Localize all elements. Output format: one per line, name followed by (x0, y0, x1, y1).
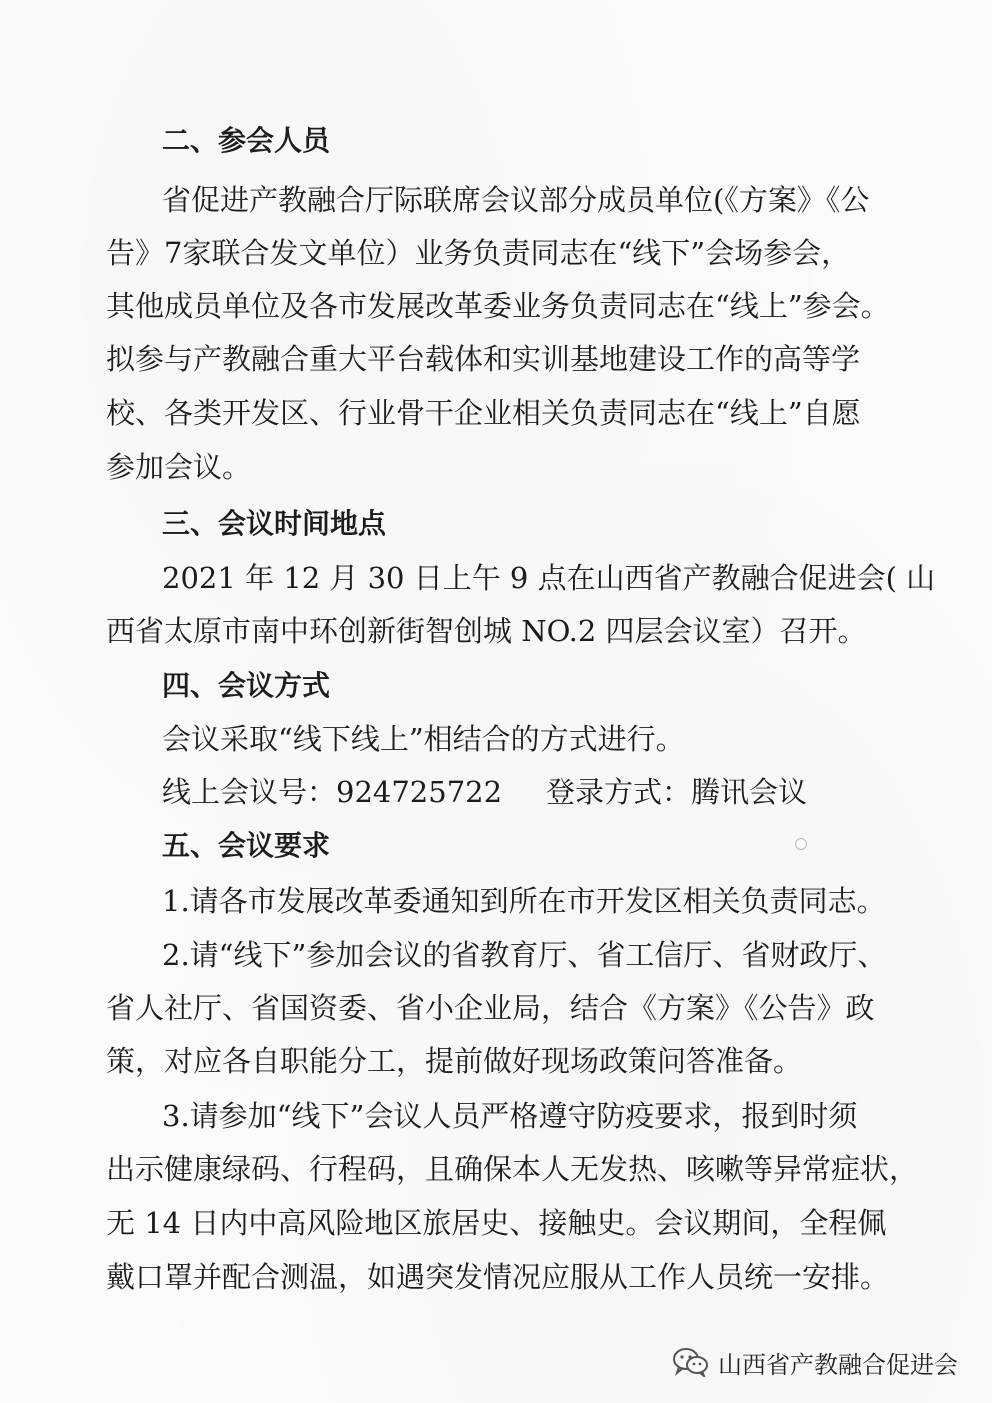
paragraph-line: 会议采取“线下线上”相结合的方式进行。 (162, 722, 685, 756)
section-heading-meeting-method: 四、会议方式 (162, 669, 331, 702)
login-method: 登录方式：腾讯会议 (546, 775, 808, 809)
paragraph-line: 无 14 日内中高风险地区旅居史、接触史。会议期间，全程佩 (106, 1206, 887, 1240)
paragraph-line: 策，对应各自职能分工，提前做好现场政策问答准备。 (106, 1044, 803, 1078)
paragraph-line: 参加会议。 (106, 450, 252, 484)
paragraph-line: 戴口罩并配合测温，如遇突发情况应服从工作人员统一安排。 (106, 1260, 890, 1294)
section-heading-attendees: 二、参会人员 (162, 124, 331, 157)
paragraph-line: 2.请“线下”参加会议的省教育厅、省工信厅、省财政厅、 (162, 938, 887, 972)
paragraph-line: 2021 年 12 月 30 日上午 9 点在山西省产教融合促进会( 山 (162, 561, 936, 595)
paragraph-line: 告》7家联合发文单位）业务负责同志在“线下”会场参会， (106, 236, 851, 270)
paragraph-line: 拟参与产教融合重大平台载体和实训基地建设工作的高等学 (106, 342, 861, 376)
paragraph-line: 省促进产教融合厅际联席会议部分成员单位(《方案》《公 (162, 183, 870, 217)
paragraph-line: 省人社厅、省国资委、省小企业局，结合《方案》《公告》政 (106, 991, 875, 1025)
paragraph-line: 校、各类开发区、行业骨干企业相关负责同志在“线上”自愿 (106, 396, 861, 430)
section-heading-time-place: 三、会议时间地点 (162, 507, 387, 540)
paragraph-line: 出示健康绿码、行程码，且确保本人无发热、咳嗽等异常症状， (106, 1152, 919, 1186)
requirement-item-1: 1.请各市发展改革委通知到所在市开发区相关负责同志。 (162, 884, 886, 918)
paragraph-line: 西省太原市南中环创新街智创城 NO.2 四层会议室）召开。 (106, 614, 867, 648)
wechat-icon (672, 1347, 710, 1377)
scan-speck (795, 838, 807, 850)
section-heading-requirements: 五、会议要求 (162, 829, 331, 862)
wechat-watermark (672, 1345, 958, 1379)
account-name: 山西省产教融合促进会 (718, 1350, 958, 1379)
paragraph-line: 其他成员单位及各市发展改革委业务负责同志在“线上”参会。 (106, 289, 890, 323)
meeting-info-row (162, 772, 812, 812)
paragraph-line: 3.请参加“线下”会议人员严格遵守防疫要求，报到时须 (162, 1099, 858, 1133)
meeting-id: 线上会议号：924725722 (162, 775, 503, 809)
